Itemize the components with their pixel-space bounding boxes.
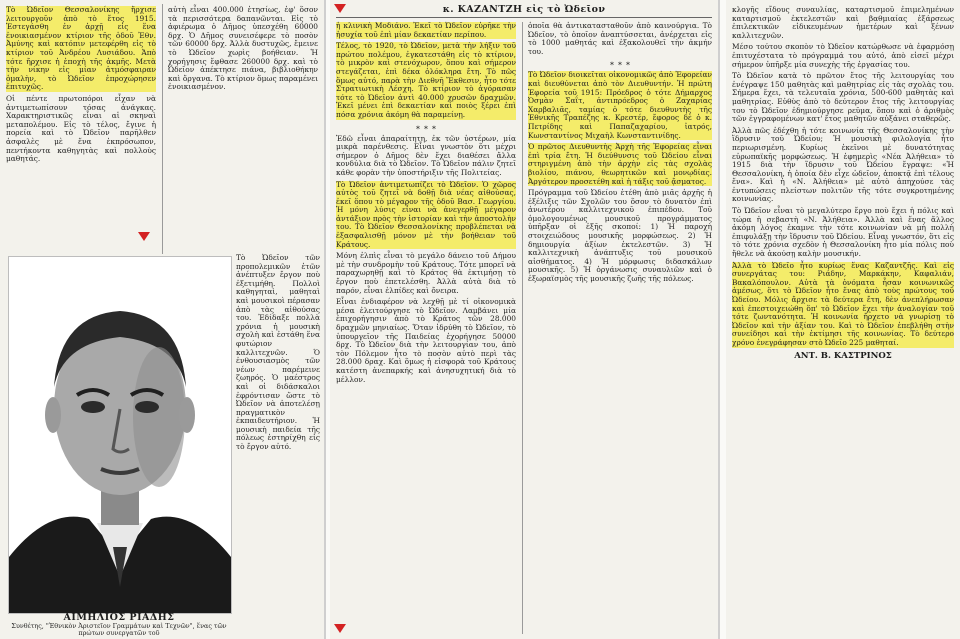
paragraph: Οἱ πέντε πρωτοπόροι εἶχαν νὰ ἀντιμετωπίσουν τόσας ἀνάγκας. Χαρακτηριστικῶς εἶναι αἱ σκηναὶ μεταπολέμου. Εἰς τὸ τέλος, ἔγινε ἡ πορεία καὶ τὸ Ὠδεῖον παρῆλθεν ἀσφαλὲς μὲ ἕνα ἐκπρόσωπον, πεντήκοντα καθηγητὰς καὶ πολλοὺς μαθητάς. bbox=[6, 93, 156, 164]
column-rule bbox=[162, 4, 163, 254]
highlighted-paragraph: ἡ κλινικὴ Μοδιάνο. Ἐκεῖ τὸ Ὠδεῖον εὑρῆκε τὴν ἡσυχία τοῦ ἐπὶ μίαν δεκαετίαν περίπου. bbox=[336, 21, 516, 39]
red-marker-icon bbox=[138, 232, 150, 241]
paragraph: Ἐδῶ εἶναι ἀπαραίτητη, ἐκ τῶν ὑστέρων, μία μικρὰ παρένθεσις. Εἶναι γνωστὸν ὅτι μέχρι σήμερον ὁ Δῆμος δὲν ἔχει διαθέσει ἄλλα κονδύλια διὰ τὸ Ὠδεῖον. Τὸ Ὠδεῖον πάλιν ζητεῖ κάθε φορὰν τὴν ὑποστήριξιν τῆς Πολιτείας. bbox=[336, 133, 516, 177]
paragraph: αὐτὴ εἶναι 400.000 ἐτησίως, ἐφ' ὅσον τὰ περισσότερα δαπανῶνται. Εἰς τὸ ἀφιέρωμα ὁ Δῆμος ὑπεσχέθη 60000 δρχ. Ὁ Δῆμος συνεισέφερε τὸ ποσὸν τῶν 60000 δρχ. Ἀλλὰ δυστυχῶς, ἔμεινε τὸ Ὠδεῖον χωρὶς βοήθειαν. Ἡ χορήγησις ἔφθασε 260000 δρχ. καὶ τὸ Ὠδεῖον ἀπέκτησε πιάνα, βιβλιοθήκην καὶ ὄργανα. Τὸ κτίριον ὅμως παραμένει ἐνοικιασμένον. bbox=[168, 5, 318, 92]
separator-asterisks: ∗ ∗ ∗ bbox=[415, 122, 437, 132]
paragraph: κλογῆς εἴδους συναυλίας, καταρτισμοῦ ἐπιμελημένων καταρτισμοῦ ἐκτελεστῶν καὶ βαθμιαίας ἐξάρσεως ἐπιλεκτικῶν εἰδικευμένων ἡμετέρων καὶ ξένων καλλιτεχνῶν. bbox=[732, 5, 954, 40]
column-a1 bbox=[6, 6, 156, 167]
photo-caption-name: ΑΙΜΗΛΙΟΣ ΡΙΑΔΗΣ bbox=[63, 612, 175, 623]
article-header: κ. ΚΑΖΑΝΤΖΗ εἰς τὸ Ὠδεῖον bbox=[336, 4, 712, 18]
column-c1 bbox=[732, 6, 954, 361]
author-signature: ΑΝΤ. Β. ΚΑΣΤΡΙΝΟΣ bbox=[794, 350, 892, 361]
paragraph: Μέσο τούτου σκοπὸν τὸ Ὠδεῖον κατώρθωσε νὰ ἐφαρμόσῃ ἐπιτυχέστατα τὸ πρόγραμμά του αὐτό, ἀπὸ εἰσεῖ μέχρι σήμερον ὑπῆρξε μία συνεχὴς τῆς ἐργασίας του. bbox=[732, 42, 954, 69]
paragraph: Πρόγραμμα τοῦ Ὠδείου ἐτέθη ἀπὸ μιᾶς ἀρχῆς ἡ ἐξέλιξις τῶν Σχολῶν του ὅσον τὸ δυνατὸν ἐπὶ ἀνωτέρου καλλιτεχνικοῦ ἐπιπέδου. Τοῦ ὁμολογουμένως μουσικοῦ προγράμματος ὑπῆρξαν οἱ ἐξῆς σκοποί: 1) Ἡ παροχὴ στοιχειώδους μουσικῆς μορφώσεως. 2) Ἡ δημιουργία ἀξίων ἐκτελεστῶν. 3) Ἡ καλλιτεχνικὴ ἀνάπτυξις τοῦ μουσικοῦ αἰσθήματος. 4) Ἡ μόρφωσις διδασκάλων μουσικῆς. 5) Ἡ ὀργάνωσις συναυλιῶν καὶ ὁ ἐξωραϊσμὸς τῆς μουσικῆς ζωῆς τῆς πόλεως. bbox=[528, 188, 712, 284]
highlighted-paragraph: Τὸ Ὠδεῖον Θεσσαλονίκης ἤρχισε λειτουργοῦν ἀπὸ τὸ ἔτος 1915. Ἐστεγάσθη ἐν ἀρχῇ εἰς ἕνα ἐνοικιασμένον κτίριον τῆς ὁδοῦ Ἐθν. Ἀμύνης καὶ κατόπιν μετεφέρθη εἰς τὸ κτίριον τοῦ Ἀνδρέου Λυσιάδου. Ἀπὸ τότε ἤρχισε ἡ ἐποχὴ τῆς ἀκμῆς. Μετὰ τὴν νίκην εἰς μίαν ἀτμόσφαιραν ὁμαλὴν, τὸ Ὠδεῖον ἐπροχώρησεν ἐπιτυχῶς. bbox=[6, 5, 156, 92]
paragraph: Μόνη ἐλπὶς εἶναι τὸ μεγάλο δάνειο τοῦ Δήμου μὲ τὴν συνδρομὴν τοῦ Κράτους. Τότε μπορεῖ νὰ παραχωρηθῇ καὶ τὸ Κράτος θὰ ἐκτιμήσῃ τὸ ἔργον ποὺ ἐπετελέσθη. Ἀλλὰ αὐτὰ διὰ τὸ παρόν, εἶναι ἐλπίδες καὶ ὄνειρα. bbox=[336, 251, 516, 295]
clipping-left bbox=[0, 0, 326, 639]
paragraph: Τὸ Ὠδεῖον κατὰ τὸ πρῶτον ἔτος τῆς λειτουργίας του ἐνέγραψε 150 μαθητὰς καὶ μαθητρίας εἰς τὰς σχολὰς του. Σήμερα ἔχει, τὰ τελευταῖα χρόνια, 500-600 μαθητὰς καὶ μαθητρίας. Εὐθὺς ἀπὸ τὸ δεύτερον ἔτος τῆς λειτουργίας του τὸ Ὠδεῖον ἐδημιούργησε ρεῦμα, ὅπου καὶ ὁ ἀριθμὸς τῶν ἐγγραφομένων κατ' ἔτος μαθητῶν αὐξάνει σταθερῶς. bbox=[732, 71, 954, 124]
column-b2 bbox=[528, 22, 712, 287]
highlighted-paragraph: Ἀλλὰ τὸ Ὠδεῖο ἦτο κυρίως ἕνας Καζαντζῆς. Καὶ εἰς συνεργάτας του: Ριάδην, Μαρκάκην, Καφαλιάν, Βακαλόπουλον. Αὐτὰ τὰ ὀνόματα ἦσαν κοινωνικῶς ἀμέσως, ὅτι τὸ Ὠδεῖον ἦτο ἕνας ἀπὸ τοὺς πρώτους τοῦ Ὠδείου. Μόλις ἄρχισε τὰ δεύτερα ἔτη, δὲν ἀνεπλήρωσαν καὶ ἐπεστοιχειώθη ὅπ' τὸ Ὠδεῖον ἔχει τὴν ἀναλογίαν τοῦ τότε ζωντανότητα. Ἡ κοινωνία ἤρχετο νὰ γνωρίσῃ τὸ Ὠδεῖον καὶ τὴν ἀξίαν του. Καὶ τὸ Ὠδεῖον ἐπεβλήθη στὴν συνείδησι καὶ τὴν ἐκτίμησι τῆς κοινωνίας. Τὸ δεύτερο χρόνο ἐνεγράφησαν στὸ Ὠδεῖο 225 μαθηταί. bbox=[732, 260, 954, 347]
red-marker-icon bbox=[334, 4, 346, 13]
highlighted-paragraph: Τέλος, τὸ 1920, τὸ Ὠδεῖον, μετὰ τὴν λήξιν τοῦ πρώτου πολέμου, ἐγκατεστάθη εἰς τὸ κτίριον, τὸ μικρὸν καὶ στενόχωρον, ὅπου καὶ σήμερον στεγάζεται, ἐπὶ δέκα ὁλόκληρα ἔτη. Τὸ πῶς ὅμως αὐτό, παρὰ τὴν Διεθνῆ Ἔκθεσιν, ἦτο τότε Στρατιωτικὴ Λέσχη. Τὸ κτίριον τὸ ἀγόρασαν τότε τὸ Ὠδεῖον ἀντὶ 40.000 χρυσῶν δραχμῶν. Ἐκεῖ μένει ἐπὶ δεκαετίαν καὶ ποιὸς ξέρει ἐπὶ πόσα χρόνια ἀκόμη θὰ παραμείνῃ. bbox=[336, 41, 516, 119]
paragraph: Τὸ Ὠδεῖον τῶν προπολεμικῶν ἐτῶν ἀνέπτυξεν ἔργον ποὺ ἐξετιμήθη. Πολλοὶ καθηγηταὶ, μαθηταὶ καὶ μουσικοὶ πέρασαν ἀπὸ τὰς αἰθούσας του. Ἐδίδαξε πολλὰ χρόνια ἡ μουσικὴ σχολὴ καὶ ἐστάθη ἕνα φυτώριον καλλιτεχνῶν. Ὁ ἐνθουσιασμὸς τῶν νέων παρέμεινε ζωηρός. Ὁ μαέστρος καὶ οἱ διδάσκαλοι ἐφρόντισαν ὥστε τὸ Ὠδεῖον νὰ ἀποτελέσῃ πραγματικὸν ἐκπαιδευτήριον. Ἡ μουσικὴ παιδεία τῆς πόλεως ἐστηρίχθη εἰς τὸ ἔργον αὐτό. bbox=[236, 253, 320, 452]
column-rule bbox=[522, 22, 523, 634]
column-b1 bbox=[336, 22, 516, 387]
clipping-middle bbox=[330, 0, 720, 639]
portrait-drawing bbox=[9, 257, 231, 613]
highlighted-paragraph: Τὸ Ὠδεῖον διοικεῖται οἰκονομικῶς ἀπὸ Ἐφορείαν καὶ διευθύνεται ἀπὸ τὸν Διευθυντήν. Ἡ πρώτη Ἐφορεία τοῦ 1915: Πρόεδρος ὁ τότε Δήμαρχος Ὀσμὰν Σαΐτ, ἀντιπρόεδρος ὁ Ζαχαρίας Χαρβαλιᾶς, ταμίας ὁ τότε διευθυντὴς τῆς Ἐθνικῆς Τραπέζης κ. Κρεστέρ, ἔφορος δὲ ὁ κ. Πετρίδης καὶ Παπαζαχαρίου, ἰατρός, Κωνσταντίνος Μιχαὴλ Κωνσταντινίδης. bbox=[528, 70, 713, 140]
red-marker-icon bbox=[334, 624, 346, 633]
paragraph: Ἀλλὰ πῶς ἐδέχθη ἡ τότε κοινωνία τῆς Θεσσαλονίκης τὴν ἵδρυσιν τοῦ Ὠδείου; Ἡ μουσικὴ φιλολογία ἦτο περιωρισμένη. Κυρίως ἐκεῖνοι μὲ δυνατότητας εὐρωπαϊκῆς μορφώσεως. Ἡ ἐφημερὶς «Νέα Ἀλήθεια» τὸ 1915 διὰ τὴν ἵδρυσιν τοῦ Ὠδείου ἔγραψε: «Ἡ Θεσσαλονίκη, ἡ ὁποία δὲν εἶχε ὠδεῖον, ἀποκτᾷ ἐπὶ τέλους ἕνα». Καὶ ἡ «Ν. Ἀλήθεια» μὲ αὐτὸ ἀπηχούσε τὰς ἐντυπώσεις πλείστων πολιτῶν τῆς τότε συγκροτημένης κοινωνίας. bbox=[732, 125, 954, 204]
photo-caption-description: Συνθέτης, "Ἐθνικὸν Ἀριστεῖον Γραμμάτων καὶ Τεχνῶν", ἕνας τῶν πρώτων συνεργατῶν τοῦ bbox=[11, 622, 227, 637]
paragraph: Τὸ Ὠδεῖον εἶναι τὸ μεγαλύτερο ἔργο ποὺ ἔχει ἡ πόλις καὶ τώρα ἡ σεβαστὴ «Ν. Ἀλήθεια». Ἀλλὰ καὶ ἕνας ἄλλος ἀκόμη λόγος ἐκαμνε τὴν τότε κοινωνίαν νὰ μὴ πολλὴ ἐπιφυλάξῃ τὴν ἵδρυσιν τοῦ Ὠδείου. Εἶναι γνωστόν, ὅτι εἰς τὸ τότε χρόνια σχεδὸν ἡ Θεσσαλονίκη ἦτο μία πόλις ποὺ ἤθελε νὰ ἀκούσῃ καλὴν μουσικήν. bbox=[732, 206, 954, 259]
portrait-photo bbox=[8, 256, 232, 614]
clipping-right bbox=[726, 0, 960, 639]
paragraph: ὁποῖα θὰ ἀντικατασταθοῦν ἀπὸ καινούργια. Τὸ Ὠδεῖον, τὸ ὁποῖον ἀναπτύσσεται, ἀνέρχεται εἰς τὸ 1000 μαθητάς καὶ ἐξακολουθεῖ τὴν ἀκμήν του. bbox=[528, 21, 712, 56]
column-a3 bbox=[236, 254, 320, 455]
separator-asterisks: ∗ ∗ ∗ bbox=[609, 59, 631, 69]
highlighted-paragraph: Τὸ Ὠδεῖον ἀντιμετωπίζει τὸ Ὠδεῖον. Ὁ χῶρος αὐτὸς τοῦ ζητεῖ νὰ δοθῇ διὰ νέας αἰθούσας, ἐκεῖ ὅπου τὸ μέγαρον τῆς ὁδοῦ Βασ. Γεωργίου. Ἡ μόνη λύσις εἶναι νὰ ἀνεγερθῇ μέγαρον ἀντάξιον πρὸς τὴν ἱστορίαν καὶ τὴν ἀποστολὴν του. Τὸ Ὠδεῖον Θεσσαλονίκης προβλέπεται νὰ ἐξασφαλισθῇ μόνον μὲ τὴν βοήθειαν τοῦ Κράτους. bbox=[336, 179, 516, 249]
column-a2 bbox=[168, 6, 318, 95]
highlighted-paragraph: Ὁ πρῶτος Διευθυντὴς Ἀρχὴ τῆς Ἐφορείας εἶναι ἐπὶ τρία ἔτη. Ἡ διεύθυνσις τοῦ Ὠδείου εἶναι στηριγμένη ἀπὸ τὴν ἀρχὴν εἰς τὰς σχολὰς βιολίου, πιάνου, θεωρητικῶν καὶ μονῳδίας. Ἀργότερον προσετέθη καὶ ἡ τάξις τοῦ ᾄσματος. bbox=[528, 142, 712, 186]
paragraph: Εἶναι ἐνδιαφέρον νὰ λεχθῇ μὲ τί οἰκονομικὰ μέσα ἐλειτούργησε τὸ Ὠδεῖον. Λαμβάνει μία ἐπιχορήγησιν ἀπὸ τὸ Κράτος τῶν 28.000 δραχμῶν μηνιαίως. Ὅταν ἱδρύθη τὸ Ὠδεῖον, τὸ ὑπουργεῖον τῆς Παιδείας ἐχορήγησε 50000 δρχ. Τὸ Ὠδεῖον διὰ τὴν λειτουργίαν του, ἀπὸ τὸν Πόλεμον ἦτο τὸ ποσὸν αὐτὸ περὶ τὰς 28.000 δραχ. Καὶ ὅμως ἡ εἰσφορὰ τοῦ Κράτους κατέστη ἀνεπαρκής καὶ ἀνησυχητική διὰ τὸ μέλλον. bbox=[336, 297, 516, 384]
